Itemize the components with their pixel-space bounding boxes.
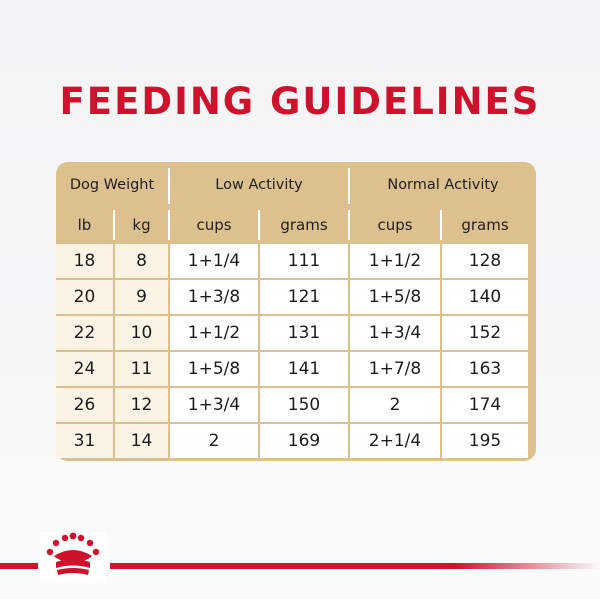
- cell-low-cups: 1+5/8: [170, 352, 258, 386]
- cell-low-cups: 1+3/4: [170, 388, 258, 422]
- group-divider: [348, 168, 350, 204]
- cell-low-grams: 131: [260, 316, 348, 350]
- header-dog-weight: Dog Weight: [69, 177, 155, 193]
- royal-canin-crown-logo-icon: [40, 532, 106, 582]
- col-header-normal-grams: grams: [461, 216, 509, 234]
- cell-lb: 20: [56, 280, 113, 314]
- cell-low-cups: 1+1/4: [170, 244, 258, 278]
- header-low-activity: Low Activity: [215, 177, 303, 193]
- col-divider: [440, 210, 442, 240]
- cell-normal-grams: 152: [442, 316, 528, 350]
- cell-normal-cups: 2: [350, 388, 440, 422]
- cell-low-grams: 141: [260, 352, 348, 386]
- cell-normal-cups: 1+7/8: [350, 352, 440, 386]
- col-divider: [348, 210, 350, 240]
- footer-rule: [110, 563, 600, 569]
- cell-kg: 14: [115, 424, 168, 458]
- cell-kg: 8: [115, 244, 168, 278]
- cell-normal-cups: 2+1/4: [350, 424, 440, 458]
- cell-normal-grams: 140: [442, 280, 528, 314]
- cell-normal-grams: 195: [442, 424, 528, 458]
- cell-kg: 10: [115, 316, 168, 350]
- cell-normal-grams: 128: [442, 244, 528, 278]
- cell-normal-grams: 174: [442, 388, 528, 422]
- cell-normal-cups: 1+1/2: [350, 244, 440, 278]
- col-divider: [113, 210, 115, 240]
- col-header-low-grams: grams: [280, 216, 328, 234]
- col-header-low-cups: cups: [196, 216, 232, 234]
- cell-low-grams: 121: [260, 280, 348, 314]
- col-divider: [168, 210, 170, 240]
- footer-rule-left: [0, 563, 38, 569]
- cell-low-grams: 169: [260, 424, 348, 458]
- cell-kg: 12: [115, 388, 168, 422]
- cell-low-cups: 1+3/8: [170, 280, 258, 314]
- header-normal-activity: Normal Activity: [387, 177, 499, 193]
- feeding-table: [56, 162, 536, 461]
- cell-low-cups: 2: [170, 424, 258, 458]
- col-header-normal-cups: cups: [377, 216, 413, 234]
- col-header-lb: lb: [77, 216, 92, 234]
- cell-lb: 26: [56, 388, 113, 422]
- cell-normal-cups: 1+3/4: [350, 316, 440, 350]
- page-title: FEEDING GUIDELINES: [59, 80, 541, 123]
- cell-lb: 31: [56, 424, 113, 458]
- cell-lb: 24: [56, 352, 113, 386]
- cell-lb: 18: [56, 244, 113, 278]
- cell-normal-cups: 1+5/8: [350, 280, 440, 314]
- cell-lb: 22: [56, 316, 113, 350]
- cell-low-cups: 1+1/2: [170, 316, 258, 350]
- cell-normal-grams: 163: [442, 352, 528, 386]
- cell-low-grams: 150: [260, 388, 348, 422]
- group-divider: [168, 168, 170, 204]
- col-divider: [258, 210, 260, 240]
- col-header-kg: kg: [132, 216, 151, 234]
- cell-kg: 11: [115, 352, 168, 386]
- cell-low-grams: 111: [260, 244, 348, 278]
- cell-kg: 9: [115, 280, 168, 314]
